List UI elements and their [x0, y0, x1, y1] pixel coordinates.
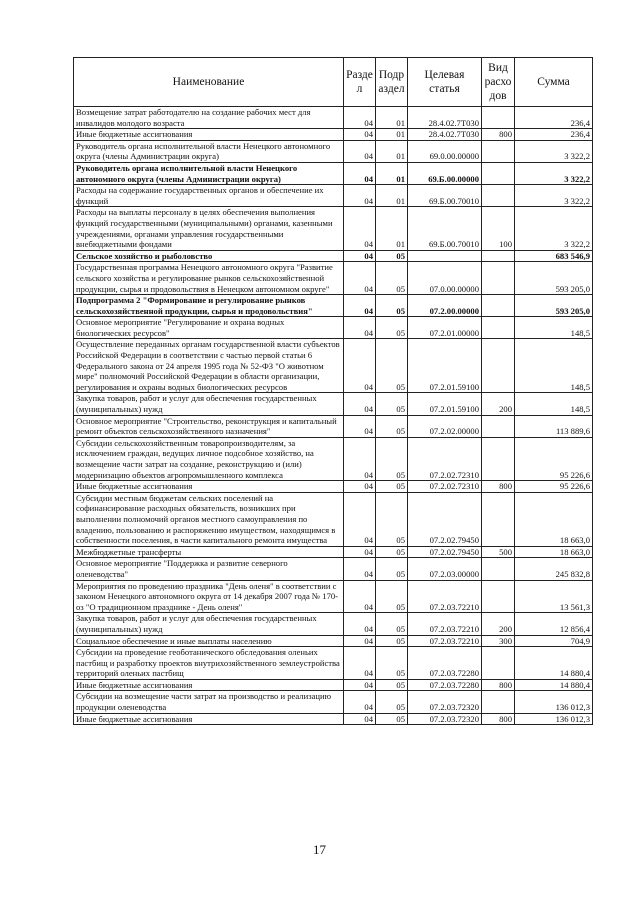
cell-target: 07.2.01.59100: [408, 393, 482, 415]
cell-subsection: 01: [376, 207, 408, 250]
cell-subsection: 05: [376, 437, 408, 480]
cell-name: Осуществление переданных органам государственной власти субъектов Российской Федерации в соответствии с частью первой статьи 6 Федерального закона от 24 апреля 1995 года № 52-ФЗ "О животном мире" полномочий Российской Федерации в области организации, регулирования и охраны водных биологических ресурсов: [74, 339, 344, 393]
table-row: [74, 140, 593, 162]
cell-target: 28.4.02.7Т030: [408, 129, 482, 141]
cell-expense-type: 200: [482, 613, 515, 635]
cell-section: 04: [344, 295, 376, 317]
table-row: [74, 250, 593, 262]
cell-subsection: 01: [376, 129, 408, 141]
cell-subsection: 01: [376, 162, 408, 184]
cell-amount: 113 889,6: [515, 415, 593, 437]
cell-subsection: 05: [376, 339, 408, 393]
cell-target: 07.2.03.72210: [408, 635, 482, 647]
cell-expense-type: [482, 647, 515, 680]
cell-subsection: 01: [376, 185, 408, 207]
table-row: [74, 262, 593, 295]
cell-subsection: 05: [376, 635, 408, 647]
cell-name: Основное мероприятие "Регулирование и охрана водных биологических ресурсов": [74, 317, 344, 339]
table-row: [74, 580, 593, 613]
cell-name: Субсидии сельскохозяйственным товаропроизводителям, за исключением граждан, ведущих личное подсобное хозяйство, на возмещение части затрат на создание, реконструкцию и (или) модернизацию объектов агропромышленного комплекса: [74, 437, 344, 480]
cell-name: Руководитель органа исполнительной власти Ненецкого автономного округа (члены Администрации округа): [74, 140, 344, 162]
table-row: [74, 691, 593, 713]
cell-target: 69.Б.00.00000: [408, 162, 482, 184]
table-row: [74, 415, 593, 437]
table-row: [74, 207, 593, 250]
cell-name: Социальное обеспечение и иные выплаты населению: [74, 635, 344, 647]
header-amount: Сумма: [515, 58, 593, 107]
cell-name: Закупка товаров, работ и услуг для обеспечения государственных (муниципальных) нужд: [74, 613, 344, 635]
cell-subsection: 05: [376, 679, 408, 691]
cell-expense-type: [482, 262, 515, 295]
cell-section: 04: [344, 647, 376, 680]
cell-section: 04: [344, 713, 376, 725]
table-row: [74, 317, 593, 339]
cell-name: Подпрограмма 2 "Формирование и регулирование рынков сельскохозяйственной продукции, сырья и продовольствия": [74, 295, 344, 317]
table-row: [74, 129, 593, 141]
cell-section: 04: [344, 558, 376, 580]
cell-section: 04: [344, 546, 376, 558]
cell-expense-type: 800: [482, 679, 515, 691]
cell-subsection: 05: [376, 580, 408, 613]
cell-target: [408, 250, 482, 262]
cell-target: 07.2.02.72310: [408, 437, 482, 480]
cell-target: 07.2.03.72280: [408, 679, 482, 691]
cell-section: 04: [344, 415, 376, 437]
cell-target: 07.2.02.79450: [408, 492, 482, 546]
cell-subsection: 01: [376, 140, 408, 162]
table-row: [74, 558, 593, 580]
table-row: [74, 185, 593, 207]
cell-name: Основное мероприятие "Строительство, реконструкция и капитальный ремонт объектов сельскохозяйственного назначения": [74, 415, 344, 437]
cell-expense-type: 200: [482, 393, 515, 415]
cell-subsection: 05: [376, 691, 408, 713]
cell-subsection: 05: [376, 262, 408, 295]
cell-target: 69.Б.00.70010: [408, 207, 482, 250]
cell-amount: 95 226,6: [515, 437, 593, 480]
cell-subsection: 05: [376, 481, 408, 493]
cell-target: 28.4.02.7Т030: [408, 107, 482, 129]
table-row: [74, 647, 593, 680]
cell-subsection: 05: [376, 647, 408, 680]
cell-section: 04: [344, 250, 376, 262]
cell-name: Межбюджетные трансферты: [74, 546, 344, 558]
cell-amount: 236,4: [515, 129, 593, 141]
cell-name: Основное мероприятие "Поддержка и развитие северного оленеводства": [74, 558, 344, 580]
table-row: [74, 393, 593, 415]
cell-subsection: 01: [376, 107, 408, 129]
cell-subsection: 05: [376, 713, 408, 725]
cell-expense-type: [482, 580, 515, 613]
cell-target: 69.0.00.00000: [408, 140, 482, 162]
cell-target: 07.0.00.00000: [408, 262, 482, 295]
cell-section: 04: [344, 635, 376, 647]
cell-section: 04: [344, 207, 376, 250]
cell-section: 04: [344, 185, 376, 207]
cell-name: Руководитель органа исполнительной власти Ненецкого автономного округа (члены Администрации округа): [74, 162, 344, 184]
cell-amount: 95 226,6: [515, 481, 593, 493]
cell-amount: 683 546,9: [515, 250, 593, 262]
table-row: [74, 339, 593, 393]
table-row: [74, 546, 593, 558]
cell-expense-type: 800: [482, 129, 515, 141]
table-row: [74, 481, 593, 493]
cell-expense-type: 800: [482, 713, 515, 725]
cell-section: 04: [344, 580, 376, 613]
cell-section: 04: [344, 481, 376, 493]
cell-expense-type: [482, 250, 515, 262]
header-row: [74, 58, 593, 107]
cell-amount: 3 322,2: [515, 207, 593, 250]
cell-amount: 18 663,0: [515, 546, 593, 558]
cell-target: 07.2.00.00000: [408, 295, 482, 317]
table-row: [74, 295, 593, 317]
cell-target: 07.2.03.72320: [408, 713, 482, 725]
cell-section: 04: [344, 679, 376, 691]
table-row: [74, 613, 593, 635]
cell-section: 04: [344, 492, 376, 546]
cell-amount: 236,4: [515, 107, 593, 129]
cell-amount: 148,5: [515, 339, 593, 393]
cell-section: 04: [344, 437, 376, 480]
table-row: [74, 713, 593, 725]
cell-subsection: 05: [376, 393, 408, 415]
cell-amount: 14 880,4: [515, 679, 593, 691]
cell-amount: 12 856,4: [515, 613, 593, 635]
cell-expense-type: [482, 492, 515, 546]
cell-subsection: 05: [376, 613, 408, 635]
header-subsection: Подр аздел: [376, 58, 408, 107]
cell-subsection: 05: [376, 558, 408, 580]
header-target: Целевая статья: [408, 58, 482, 107]
cell-name: Государственная программа Ненецкого автономного округа "Развитие сельского хозяйства и регулирование рынков сельскохозяйственной продукции, сырья и продовольствия в Ненецком автономном округе": [74, 262, 344, 295]
cell-amount: 3 322,2: [515, 162, 593, 184]
table-row: [74, 492, 593, 546]
table-row: [74, 437, 593, 480]
cell-subsection: 05: [376, 295, 408, 317]
cell-expense-type: 500: [482, 546, 515, 558]
cell-target: 07.2.03.72320: [408, 691, 482, 713]
cell-amount: 704,9: [515, 635, 593, 647]
cell-expense-type: [482, 691, 515, 713]
cell-name: Иные бюджетные ассигнования: [74, 129, 344, 141]
cell-amount: 593 205,0: [515, 295, 593, 317]
cell-subsection: 05: [376, 492, 408, 546]
cell-amount: 593 205,0: [515, 262, 593, 295]
cell-subsection: 05: [376, 546, 408, 558]
table-row: [74, 635, 593, 647]
cell-name: Иные бюджетные ассигнования: [74, 481, 344, 493]
cell-expense-type: [482, 558, 515, 580]
cell-section: 04: [344, 339, 376, 393]
cell-section: 04: [344, 393, 376, 415]
cell-name: Закупка товаров, работ и услуг для обеспечения государственных (муниципальных) нужд: [74, 393, 344, 415]
table-header: [74, 58, 593, 107]
cell-target: 07.2.02.00000: [408, 415, 482, 437]
cell-target: 07.2.03.72280: [408, 647, 482, 680]
cell-amount: 3 322,2: [515, 140, 593, 162]
header-section: Разде л: [344, 58, 376, 107]
cell-section: 04: [344, 162, 376, 184]
cell-amount: 13 561,3: [515, 580, 593, 613]
cell-name: Возмещение затрат работодателю на создание рабочих мест для инвалидов молодого возраста: [74, 107, 344, 129]
cell-expense-type: [482, 140, 515, 162]
cell-section: 04: [344, 613, 376, 635]
cell-expense-type: [482, 437, 515, 480]
cell-amount: 136 012,3: [515, 713, 593, 725]
cell-section: 04: [344, 107, 376, 129]
cell-target: 07.2.03.00000: [408, 558, 482, 580]
cell-expense-type: [482, 339, 515, 393]
cell-expense-type: 300: [482, 635, 515, 647]
cell-section: 04: [344, 262, 376, 295]
cell-target: 07.2.01.59100: [408, 339, 482, 393]
cell-subsection: 05: [376, 250, 408, 262]
cell-amount: 148,5: [515, 317, 593, 339]
cell-expense-type: [482, 107, 515, 129]
cell-section: 04: [344, 140, 376, 162]
cell-name: Сельское хозяйство и рыболовство: [74, 250, 344, 262]
cell-name: Субсидии на возмещение части затрат на производство и реализацию продукции оленеводства: [74, 691, 344, 713]
cell-target: 07.2.03.72210: [408, 613, 482, 635]
table-row: [74, 679, 593, 691]
cell-target: 07.2.02.72310: [408, 481, 482, 493]
cell-target: 07.2.01.00000: [408, 317, 482, 339]
cell-name: Субсидии местным бюджетам сельских поселений на софинансирование расходных обязательств, возникших при выполнении полномочий органов местного самоуправления по владению, пользованию и распоряжению имуществом, находящимся в собственности поселения, в части капитального ремонта имущества: [74, 492, 344, 546]
cell-name: Расходы на выплаты персоналу в целях обеспечения выполнения функций государственными (муниципальными) органами, казенными учреждениями, органами управления государственными внебюджетными фондами: [74, 207, 344, 250]
header-name: Наименование: [74, 58, 344, 107]
cell-name: Расходы на содержание государственных органов и обеспечение их функций: [74, 185, 344, 207]
cell-subsection: 05: [376, 317, 408, 339]
table-body: [74, 107, 593, 725]
cell-expense-type: [482, 295, 515, 317]
header-expense-type: Вид расхо дов: [482, 58, 515, 107]
cell-expense-type: [482, 162, 515, 184]
cell-target: 07.2.03.72210: [408, 580, 482, 613]
cell-section: 04: [344, 129, 376, 141]
cell-subsection: 05: [376, 415, 408, 437]
cell-name: Мероприятия по проведению праздника "День оленя" в соответствии с законом Ненецкого автономного округа от 14 декабря 2007 года № 170-оз "О традиционном празднике - День оленя": [74, 580, 344, 613]
cell-expense-type: 800: [482, 481, 515, 493]
table-row: [74, 107, 593, 129]
cell-expense-type: 100: [482, 207, 515, 250]
cell-expense-type: [482, 415, 515, 437]
cell-name: Субсидии на проведение геоботанического обследования оленьих пастбищ и разработку проектов внутрихозяйственного землеустройства территорий оленьих пастбищ: [74, 647, 344, 680]
cell-amount: 18 663,0: [515, 492, 593, 546]
cell-name: Иные бюджетные ассигнования: [74, 679, 344, 691]
cell-amount: 14 880,4: [515, 647, 593, 680]
cell-amount: 148,5: [515, 393, 593, 415]
cell-amount: 3 322,2: [515, 185, 593, 207]
cell-expense-type: [482, 317, 515, 339]
cell-section: 04: [344, 317, 376, 339]
cell-amount: 245 832,8: [515, 558, 593, 580]
cell-target: 07.2.02.79450: [408, 546, 482, 558]
cell-amount: 136 012,3: [515, 691, 593, 713]
page-number: 17: [313, 842, 326, 857]
cell-target: 69.Б.00.70010: [408, 185, 482, 207]
cell-name: Иные бюджетные ассигнования: [74, 713, 344, 725]
table-row: [74, 162, 593, 184]
cell-section: 04: [344, 691, 376, 713]
budget-table: [73, 57, 593, 725]
cell-expense-type: [482, 185, 515, 207]
